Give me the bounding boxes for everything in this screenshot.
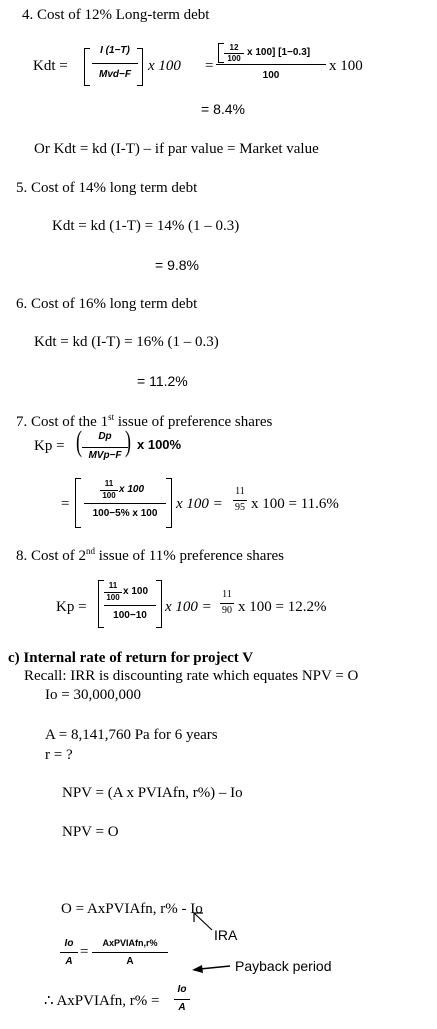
heading-text: 7. Cost of the 1: [16, 414, 109, 430]
result-9-8: = 9.8%: [155, 257, 199, 273]
times-100: x 100: [148, 58, 181, 74]
fraction-numerator: I (1−T): [100, 45, 130, 56]
fraction-bar: [60, 952, 78, 953]
heading-text-rest: issue of preference shares: [114, 414, 273, 430]
recall-line: Recall: IRR is discounting rate which equates NPV = O: [24, 668, 359, 684]
result-11-2: = 11.2%: [137, 373, 188, 389]
npv-zero: NPV = O: [62, 824, 119, 840]
numerator-rest: x 100: [123, 586, 149, 597]
main-denominator: 100−5% x 100: [92, 508, 158, 519]
fraction-numerator: Dp: [98, 431, 112, 442]
fraction-denominator-90: 90: [222, 605, 232, 616]
a-line: A = 8,141,760 Pa for 6 years: [45, 727, 218, 743]
o-equation: O = AxPVIAfn, r% - Io: [61, 901, 203, 917]
arrow-to-ira-icon: [194, 913, 212, 930]
times-100-percent: x 100%: [137, 437, 182, 452]
times-100-b: x 100: [329, 58, 363, 74]
inner-denominator: 100: [102, 491, 116, 500]
payback-period-label: Payback period: [235, 958, 332, 974]
heading-text-rest: issue of 11% preference shares: [95, 548, 284, 564]
equals-sign: =: [205, 58, 214, 74]
x100-equals: x 100 =: [165, 599, 212, 615]
fraction-numerator-11: 11: [222, 589, 232, 600]
ordinal-suffix: st: [108, 412, 115, 422]
fraction-denominator-95: 95: [235, 502, 245, 513]
equals-sign: =: [61, 496, 70, 512]
equals-sign: =: [80, 944, 89, 960]
result-12-2: x 100 = 12.2%: [238, 599, 327, 615]
result-8-4: = 8.4%: [201, 101, 245, 117]
therefore-line: ∴ AxPVIAfn, r% =: [44, 993, 160, 1009]
inner-numerator: 12: [229, 43, 239, 52]
ordinal-suffix: nd: [86, 546, 96, 556]
final-denominator: A: [178, 1002, 186, 1013]
section-6-formula: Kdt = kd (I-T) = 16% (1 – 0.3): [34, 334, 219, 350]
kp-label: Kp =: [34, 438, 65, 454]
inner-numerator: 11: [108, 581, 118, 590]
section-4-heading: 4. Cost of 12% Long-term debt: [22, 7, 210, 23]
io-line: Io = 30,000,000: [45, 687, 141, 703]
section-5-formula: Kdt = kd (1-T) = 14% (1 – 0.3): [52, 218, 240, 234]
arrow-to-payback-icon: [192, 965, 230, 973]
heading-text: 8. Cost of 2: [16, 548, 87, 564]
inner-numerator: 11: [104, 479, 114, 488]
final-fraction-bar: [174, 999, 190, 1000]
kp-label: Kp =: [56, 599, 87, 615]
kdt-label: Kdt =: [33, 58, 68, 74]
fraction-denominator-right: A: [126, 956, 134, 967]
numerator-rest: x 100] [1−0.3]: [247, 47, 311, 58]
numerator-rest: x 100: [119, 484, 145, 495]
ira-label: IRA: [214, 927, 238, 943]
fraction-denominator: A: [65, 956, 73, 967]
main-denominator: 100: [262, 70, 280, 81]
paren-left: (: [76, 425, 82, 458]
fraction-denominator: MVp−F: [88, 450, 122, 461]
npv-formula: NPV = (A x PVIAfn, r%) – Io: [62, 785, 243, 801]
final-numerator: Io: [177, 984, 187, 995]
fraction-numerator-11: 11: [235, 486, 245, 497]
fraction-denominator: Mvd−F: [99, 69, 131, 80]
inner-denominator: 100: [227, 54, 241, 63]
r-line: r = ?: [45, 747, 73, 763]
section-5-heading: 5. Cost of 14% long term debt: [16, 180, 198, 196]
section-c-heading: c) Internal rate of return for project V: [8, 650, 254, 666]
paren-right: ): [125, 425, 131, 458]
fraction-bar-right: [92, 952, 168, 953]
section-6-heading: 6. Cost of 16% long term debt: [16, 296, 198, 312]
inner-denominator: 100: [106, 593, 120, 602]
x100-text: x 100 =: [176, 496, 223, 512]
result-11-6: x 100 = 11.6%: [251, 496, 339, 512]
fraction-numerator: Io: [64, 938, 74, 949]
main-denominator: 100−10: [113, 610, 147, 621]
or-line: Or Kdt = kd (I-T) – if par value = Market value: [34, 141, 319, 157]
fraction-numerator-right: AxPVIAfn,r%: [102, 938, 158, 948]
